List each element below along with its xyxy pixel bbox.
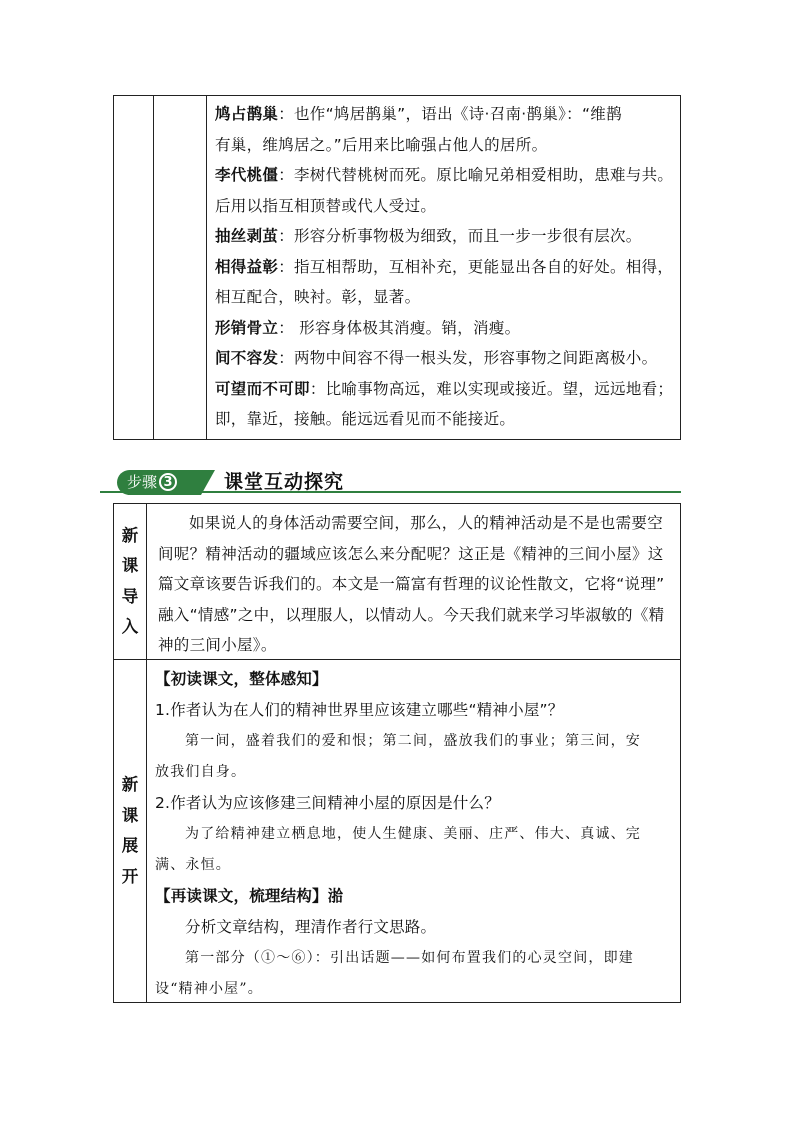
intro-line: 篇文章该要告诉我们的。本文是一篇富有哲理的议论性散文，它将“说理” <box>158 575 665 593</box>
idiom-table-col-1 <box>114 96 154 439</box>
idiom-term: 抽丝剥茧 <box>215 227 279 245</box>
answer: 第一间，盛着我们的爱和恨；第二间，盛放我们的事业；第三间，安 <box>185 733 641 749</box>
idiom-table <box>113 95 681 440</box>
develop-row <box>114 660 680 1002</box>
section-heading-tag: 湁 <box>327 887 344 905</box>
develop-label-char: 开 <box>121 866 139 886</box>
step-label: 步骤 <box>127 473 158 491</box>
intro-label <box>114 504 147 659</box>
answer: 第一部分（①～⑥）：引出话题——如何布置我们的心灵空间，即建 <box>185 950 634 966</box>
answer: 放我们自身。 <box>155 764 247 780</box>
section-title: 课堂互动探究 <box>224 471 345 493</box>
question: 1.作者认为在人们的精神世界里应该建立哪些“精神小屋”？ <box>155 701 564 719</box>
idiom-def: 即，靠近，接触。能远远看见而不能接近。 <box>215 410 516 428</box>
answer: 设“精神小屋”。 <box>155 981 263 997</box>
develop-label <box>114 660 147 1002</box>
idiom-def: 相互配合，映衬。彰，显著。 <box>215 288 421 306</box>
answer: 为了给精神建立栖息地，使人生健康、美丽、庄严、伟大、真诚、完 <box>185 826 641 842</box>
idiom-term: 相得益彰 <box>215 257 279 276</box>
idiom-def: 后用以指互相顶替或代人受过。 <box>215 196 437 215</box>
intro-line: 间呢？精神活动的疆域应该怎么来分配呢？这正是《精神的三间小屋》这 <box>158 544 664 563</box>
idiom-def: ：两物中间容不得一根头发，形容事物之间距离极小。 <box>278 349 658 367</box>
develop-label-char: 课 <box>121 805 139 825</box>
intro-label-char: 入 <box>121 617 139 636</box>
step-badge <box>117 470 201 495</box>
idiom-def: ： 形容身体极其消瘦。销，消瘦。 <box>278 318 521 337</box>
idiom-entry <box>215 343 674 374</box>
section-heading-text: 【再读课文，梳理结构】 <box>155 887 328 905</box>
develop-label-char: 新 <box>121 775 139 794</box>
lesson-table <box>113 503 681 1003</box>
idiom-def: ：也作“鸠居鹊巢”，语出《诗·召南·鹊巢》：“维鹊 <box>278 105 622 123</box>
idiom-entry <box>215 160 674 221</box>
intro-text <box>147 504 680 659</box>
answer: 满、永恒。 <box>155 857 231 873</box>
develop-content <box>147 660 680 1002</box>
idiom-term: 鸠占鹊巢 <box>215 105 279 123</box>
question: 2.作者认为应该修建三间精神小屋的原因是什么？ <box>155 794 500 812</box>
idiom-entry <box>215 374 674 435</box>
idiom-def: ：形容分析事物极为细致，而且一步一步很有层次。 <box>278 227 642 245</box>
idiom-entry <box>215 221 674 252</box>
task-text: 分析文章结构，理清作者行文思路。 <box>185 918 437 936</box>
section-heading <box>155 881 672 912</box>
intro-label-char: 新 <box>121 525 139 545</box>
intro-line: 如果说人的身体活动需要空间，那么，人的精神活动是不是也需要空 <box>189 514 664 532</box>
idiom-def: ：指互相帮助，互相补充，更能显出各自的好处。相得， <box>278 257 674 276</box>
idiom-term: 可望而不可即 <box>215 379 310 398</box>
intro-label-char: 课 <box>121 556 139 575</box>
idiom-def: ：李树代替桃树而死。原比喻兄弟相爱相助，患难与共。 <box>278 166 674 184</box>
step-badge-tail <box>201 470 215 495</box>
intro-label-char: 导 <box>121 586 139 606</box>
idiom-table-col-2 <box>154 96 207 439</box>
idiom-term: 间不容发 <box>215 349 279 367</box>
develop-label-char: 展 <box>121 836 139 855</box>
idiom-def: ：比喻事物高远，难以实现或接近。望，远远地看； <box>309 379 674 398</box>
idiom-term: 形销骨立 <box>215 318 279 337</box>
intro-line: 融入“情感”之中，以理服人，以情动人。今天我们就来学习毕淑敏的《精 <box>158 605 665 624</box>
intro-row <box>114 504 680 660</box>
step-number: 3 <box>159 473 177 491</box>
idiom-entry <box>215 99 674 160</box>
section-heading: 【初读课文，整体感知】 <box>155 670 328 688</box>
idiom-entry <box>215 252 674 313</box>
idiom-def: 有巢，维鸠居之。”后用来比喻强占他人的居所。 <box>215 135 548 154</box>
idiom-list <box>207 96 680 439</box>
idiom-entry <box>215 313 674 344</box>
idiom-term: 李代桃僵 <box>215 166 279 184</box>
intro-line: 神的三间小屋》。 <box>158 636 277 654</box>
